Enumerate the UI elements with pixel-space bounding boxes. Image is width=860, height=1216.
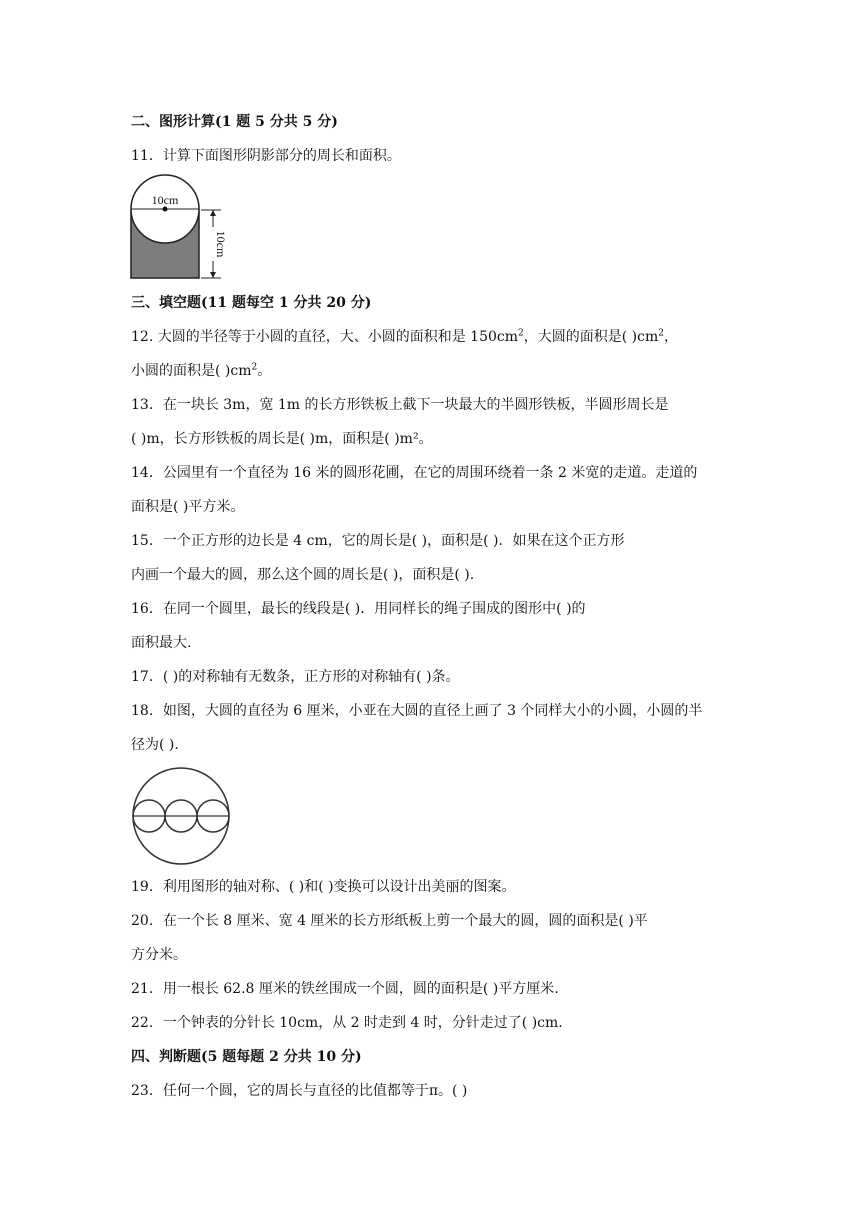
question-15-line-2: 内画一个最大的圆，那么这个圆的周长是( )，面积是( ). — [131, 567, 475, 583]
question-18-line-1: 18．如图，大圆的直径为 6 厘米，小亚在大圆的直径上画了 3 个同样大小的小圆，小圆的半 — [131, 703, 703, 719]
height-label: 10cm — [214, 230, 228, 258]
question-14-line-2: 面积是( )平方米。 — [131, 499, 245, 515]
q11-figure — [129, 172, 229, 280]
question-21: 21．用一根长 62.8 厘米的铁丝围成一个圆，圆的面积是( )平方厘米. — [131, 981, 559, 997]
question-11: 11．计算下面图形阴影部分的周长和面积。 — [131, 148, 401, 164]
section-heading-2: 二、图形计算(1 题 5 分共 5 分) — [131, 114, 338, 130]
question-19: 19．利用图形的轴对称、( )和( )变换可以设计出美丽的图案。 — [131, 879, 516, 895]
question-13-line-2: ( )m，长方形铁板的周长是( )m，面积是( )m²。 — [131, 431, 433, 447]
question-20-line-1: 20．在一个长 8 厘米、宽 4 厘米的长方形纸板上剪一个最大的圆，圆的面积是( )平 — [131, 913, 648, 929]
question-12-line-2: 小圆的面积是( )$cm^2$。 — [131, 362, 272, 379]
diameter-label: 10cm — [151, 193, 179, 207]
question-17: 17．( )的对称轴有无数条，正方形的对称轴有( )条。 — [131, 669, 460, 685]
question-23: 23．任何一个圆，它的周长与直径的比值都等于π。( ) — [131, 1083, 468, 1099]
center-dot — [163, 207, 168, 212]
question-14-line-1: 14．公园里有一个直径为 16 米的圆形花圃，在它的周围环绕着一条 2 米宽的走道。走道的 — [131, 465, 698, 481]
question-16-line-1: 16．在同一个圆里，最长的线段是( )．用同样长的绳子围成的图形中( )的 — [131, 601, 586, 617]
q18-figure — [129, 764, 233, 868]
question-18-line-2: 径为( ). — [131, 737, 179, 753]
question-20-line-2: 方分米。 — [131, 947, 187, 963]
question-16-line-2: 面积最大. — [131, 635, 192, 651]
question-13-line-1: 13．在一块长 3m，宽 1m 的长方形铁板上截下一块最大的半圆形铁板，半圆形周长是 — [131, 397, 669, 413]
section-heading-3: 三、填空题(11 题每空 1 分共 20 分) — [131, 295, 372, 311]
question-22: 22．一个钟表的分针长 10cm，从 2 时走到 4 时，分针走过了( )cm. — [131, 1015, 563, 1031]
section-heading-4: 四、判断题(5 题每题 2 分共 10 分) — [131, 1049, 362, 1065]
question-12-line-1: 12. 大圆的半径等于小圆的直径，大、小圆的面积和是 $150cm^2$，大圆的面积是( )$cm^2$， — [131, 328, 678, 345]
question-15-line-1: 15．一个正方形的边长是 4 cm，它的周长是( )，面积是( )．如果在这个正方形 — [131, 533, 625, 549]
